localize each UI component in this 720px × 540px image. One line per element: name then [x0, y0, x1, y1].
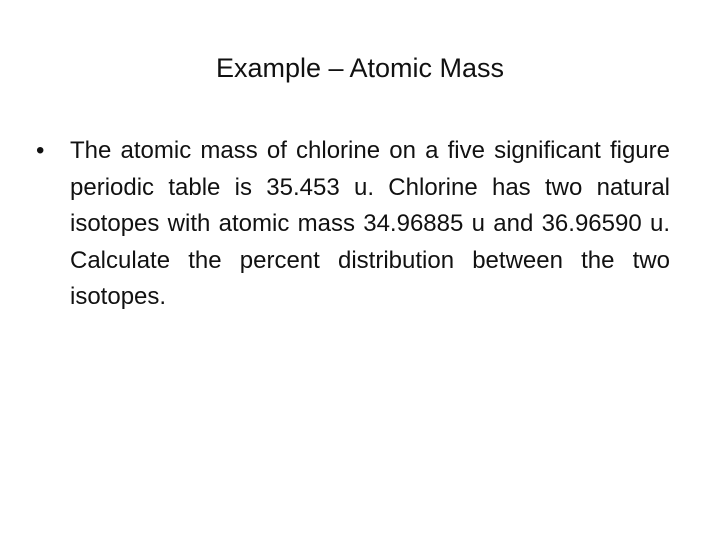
slide-title: Example – Atomic Mass [215, 53, 505, 83]
bullet-text: The atomic mass of chlorine on a five significant figure periodic table is 35.453 u. Chlorine has two natural isotopes with atomic mass 34.96885 u and 36.96590 u. Calculate the percent distribution between the two isotopes. [70, 137, 670, 310]
slide-body [36, 133, 670, 316]
bullet-item [36, 133, 670, 316]
bullet-marker: • [36, 137, 45, 164]
